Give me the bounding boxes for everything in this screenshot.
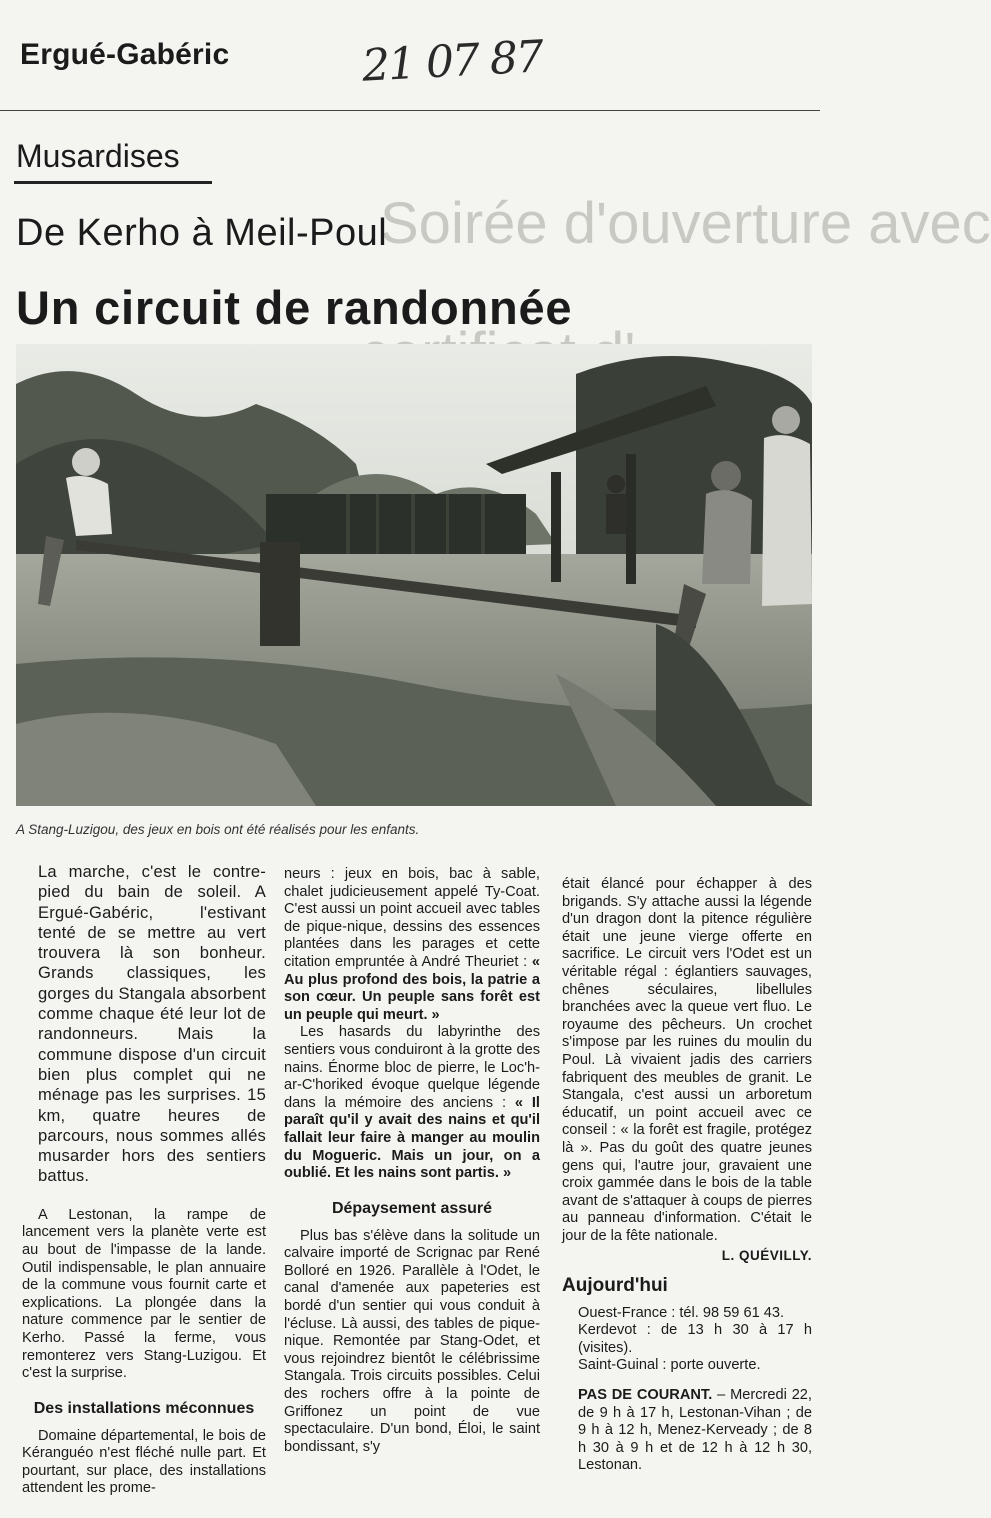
today-heading: Aujourd'hui <box>562 1275 668 1297</box>
article-lead <box>22 862 266 1187</box>
paragraph-4: Plus bas s'élève dans la solitude un calvaire importé de Scrignac par René Bolloré en 1926. Parallèle à l'Odet, le canal d'amenée aux papeteries est bordé d'un sentier qui vous conduit à l'écluse. Là aussi, des tables de pique-nique. Remontée par Stang-Odet, et vous rejoindrez bientôt le célébrissime Stangala. Trois circuits possibles. Celui des rochers offre à la pointe de Griffonez un point de vue spectaculaire. D'un bond, Éloi, le saint bondissant, s'y <box>284 1227 540 1455</box>
section-title: Ergué-Gabéric <box>20 38 230 71</box>
today-item-power-cut <box>562 1387 812 1475</box>
today-item-ouest-france: Ouest-France : tél. 98 59 61 43. <box>578 1304 785 1321</box>
article-photo <box>16 344 812 806</box>
power-cut-text: – Mercredi 22, de 9 h à 17 h, Lestonan-Vihan ; de 9 h à 12 h, Menez-Kerveady ; de 8 h 30 à 9 h et de 12 h à 12 h 30, Lestonan. <box>578 1387 812 1474</box>
photo-caption: A Stang-Luzigou, des jeux en bois ont été réalisés pour les enfants. <box>16 822 420 837</box>
p2-cont-text: neurs : jeux en bois, bac à sable, chalet judicieusement appelé Ty-Coat. C'est aussi un point accueil avec tables de pique-nique, dessins des essences plantées dans les parages et cette citation empruntée à André Theuriet : <box>284 866 540 970</box>
header-rule <box>0 110 820 111</box>
paragraph-4-continued: était élancé pour échapper à des brigands. S'y attache aussi la légende d'un dragon dont la pitence régulière était une jeune vierge offerte en sacrifice. Le circuit vers l'Odet est un véritable régal : églantiers sauvages, chênes séculaires, libellules branchées avec la queue vert fluo. Le royaume des pêcheurs. Un crochet s'impose par les ruines du moulin du Poul. Là vivaient jadis des carriers fabriquent des meubles de granit. Le Stangala, c'est aussi un arboretum éducatif, un point accueil avec ce conseil : « la forêt est fragile, protégez là ». Pas du goût des quatre jeunes gens qui, l'autre jour, gravaient une croix gammée dans le bois de la table avant de s'attaquer à coups de pierres au panneau d'information. C'était le jour de la fête nationale. <box>562 876 812 1244</box>
paragraph-2-continued <box>284 866 540 1024</box>
paragraph-3 <box>284 1024 540 1182</box>
paragraph-1: A Lestonan, la rampe de lancement vers la planète verte est au bout de l'impasse de la lande. Outil indispensable, le plan annuaire de la commune vous fournit carte et explications. La plongée dans la nature commence par le sentier de Kerho. Passé la ferme, vous remonterez vers Stang-Luzigou. Et c'est la surprise. <box>22 1206 266 1382</box>
article-headline: Un circuit de randonnée <box>16 281 573 334</box>
quote-theuriet: « Au plus profond des bois, la patrie a son cœur. Un peuple sans forêt est un peuple qui meurt. » <box>284 953 540 1023</box>
paragraph-2: Domaine départemental, le bois de Kéranguéo n'est fléché nulle part. Et pourtant, sur place, des installations attendent les prome- <box>22 1427 266 1497</box>
bleed-through-text-1: Soirée d'ouverture avec <box>380 191 991 256</box>
lead-text: La marche, c'est le contre-pied du bain de soleil. A Ergué-Gabéric, l'estivant tenté de se mettre au vert trouvera là son bonheur. Grands classiques, les gorges du Stangala absorbent comme chaque été leur lot de randonneurs. Mais la commune dispose d'un circuit bien plus complet qui ne ménage pas les surprises. 15 km, quatre heures de parcours, nous sommes allés musarder hors des sentiers battus. <box>38 862 266 1186</box>
subheading-installations: Des installations méconnues <box>33 1399 255 1417</box>
power-cut-label: PAS DE COURANT. <box>578 1387 713 1404</box>
photo-illustration <box>16 344 812 806</box>
quote-nains: « Il paraît qu'il y avait des nains et qu'il fallait leur faire à manger au moulin du Mogueric. Mais un jour, on a oublié. Et les nains sont partis. » <box>284 1094 540 1182</box>
today-item-saint-guinal: Saint-Guinal : porte ouverte. <box>578 1357 761 1374</box>
column-3 <box>562 876 812 1475</box>
p3-text: Les hasards du labyrinthe des sentiers vous conduiront à la grotte des nains. Énorme bloc de pierre, le Loc'h-ar-C'horiked évoque quelque légende dans la mémoire des anciens : <box>284 1024 540 1111</box>
handwritten-date: 21 07 87 <box>360 31 544 92</box>
rubric-underline <box>14 181 212 184</box>
column-1 <box>22 862 266 1498</box>
article-kicker: De Kerho à Meil-Poul <box>16 212 388 254</box>
today-item-kerdevot: Kerdevot : de 13 h 30 à 17 h (visites). <box>578 1322 812 1356</box>
rubric-label: Musardises <box>16 138 180 174</box>
column-2 <box>284 866 540 1456</box>
byline: L. QUÉVILLY. <box>721 1248 812 1264</box>
subheading-depaysement: Dépaysement assuré <box>331 1199 493 1217</box>
